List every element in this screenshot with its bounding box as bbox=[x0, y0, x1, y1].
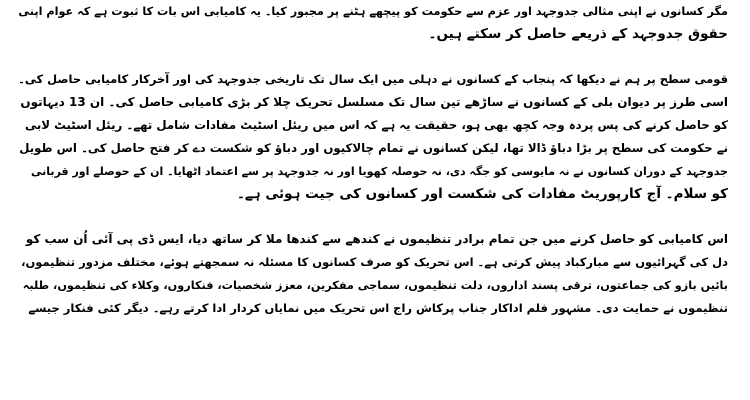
text-line: دل کی گہرائیوں سے مبارکباد پیش کرتی ہے۔ اس تحریک کو صرف کسانوں کا مسئلہ نہ سمجھتے ہوئے، مختلف مزدور تنظیموں، bbox=[21, 255, 728, 269]
text-line: کو حاصل کرنے کی پس پردہ وجہ کچھ بھی ہو، حقیقت یہ ہے کہ اس میں ریئل اسٹیٹ مفادات شامل تھے۔ ریئل اسٹیٹ لابی bbox=[24, 118, 728, 132]
text-line: اس کامیابی کو حاصل کرنے میں جن تمام برادر تنظیموں نے کندھے سے کندھا ملا کر ساتھ دیا، ایس ڈی پی آئی اُن سب کو bbox=[25, 232, 728, 246]
text-line: مگر کسانوں نے اپنی مثالی جدوجہد اور عزم سے حکومت کو پیچھے ہٹنے پر مجبور کیا۔ یہ کامیابی اس بات کا ثبوت ہے کہ عوام اپنی bbox=[18, 5, 728, 18]
text-line: کو سلام۔ آج کارپوریٹ مفادات کی شکست اور کسانوں کی جیت ہوئی ہے۔ bbox=[236, 186, 728, 202]
paragraph-national-struggle bbox=[18, 68, 728, 206]
paragraph-solidarity-thanks bbox=[18, 228, 728, 320]
text-line: حقوق جدوجہد کے ذریعے حاصل کر سکتے ہیں۔ bbox=[428, 26, 728, 42]
text-line: قومی سطح پر ہم نے دیکھا کہ پنجاب کے کسانوں نے دہلی میں ایک سال تک تاریخی جدوجہد کی اور آخرکار کامیابی حاصل کی۔ bbox=[18, 72, 728, 86]
paragraph-victory-summary bbox=[18, 0, 728, 46]
text-line: تنظیموں نے حمایت دی۔ مشہور فلم اداکار جناب پرکاش راج اس تحریک میں نمایاں کردار ادا کرتے رہے۔ دیگر کئی فنکار جیسے bbox=[28, 301, 728, 315]
text-line: بائیں بازو کی جماعتوں، ترقی پسند اداروں، دلت تنظیموں، سماجی مفکرین، معزز شخصیات، فنکاروں، وکلاء کی تنظیموں، طلبہ bbox=[22, 279, 728, 292]
text-line: جدوجہد کے دوران کسانوں نے نہ مایوسی کو جگہ دی، نہ حوصلہ کھویا اور نہ جدوجہد پر سے اعتماد اٹھایا۔ ان کے حوصلے اور قربانی bbox=[31, 165, 728, 178]
text-line: نے حکومت کی سطح پر بڑا دباؤ ڈالا تھا، لیکن کسانوں نے تمام چالاکیوں اور دباؤ کو شکست دے کر فتح حاصل کی۔ اس طویل bbox=[19, 141, 728, 155]
text-line: اسی طرز پر دیوان بلی کے کسانوں نے ساڑھے تین سال تک مسلسل تحریک چلا کر بڑی کامیابی حاصل کی۔ ان 13 دیہاتوں bbox=[20, 95, 728, 109]
